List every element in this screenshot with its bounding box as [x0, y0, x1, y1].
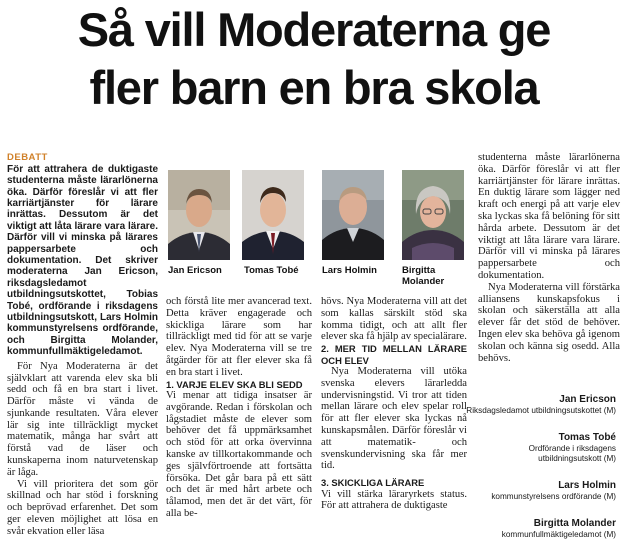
body-paragraph: Nya Moderaterna vill förstärka alliansens kunskapsfokus i skolan och säkerställa att alla elever får det stöd de behöver. Ingen elev ska behöva gå igenom skolan och känna sig osedd. Alla behövs. — [478, 281, 620, 364]
body-paragraph: och förstå lite mer avancerad text. Detta kräver engagerade och skickliga lärare som har tillräckligt med tid för att se varje elev. Nya Moderaterna vill se tre åtgärder för att fler elever ska få en bra start i livet. — [166, 296, 312, 378]
lead-paragraph: För att attrahera de duktigaste studenterna måste lärarlönerna öka. Därför föreslår vi att fler karriärtjänster för lärare inrättas. Dessutom är det viktigt att låta lärare vara lärare. Därför vill vi minska på lärares pappersarbete och dokumentation. Det skriver moderaterna Jan Ericson, riksdagsledamot utbildningsutskottet, Tobias Tobé, ordförande i riksdagens utbildningsutskott, Lars Holmin kommunstyrelsens ordförande, och Birgitta Molander, kommunfullmäktigeledamot. — [7, 163, 158, 358]
headline-line-1: Så vill Moderaterna ge — [77, 3, 551, 56]
body-paragraph: Vi menar att tidiga insatser är avgörande. Redan i förskolan och lågstadiet måste de elever som behöver det få uppmärksamhet och stöd för att orka övervinna kanske av tillkortakommande och ges självförtroende att fortsätta försöka. Det går bara på ett sätt och det är med hårt arbete och tålamod, men det är det värt, för alla be- — [166, 389, 312, 519]
signature-block — [502, 518, 616, 540]
subheading: 2. MER TID MELLAN LÄRARE OCH ELEV — [321, 343, 467, 366]
portrait-image — [242, 170, 304, 260]
body-paragraph: Vi vill prioritera det som gör skillnad och har stöd i forskning och beprövad erfarenhet. Det som ger eleven möjlighet att lösa en svår ekvation eller läsa — [7, 478, 158, 537]
photo-caption: Jan Ericson — [168, 265, 222, 276]
signature-block — [491, 480, 616, 502]
portrait-image — [322, 170, 384, 260]
section-label: DEBATT — [7, 152, 48, 163]
portrait-birgitta-molander — [402, 170, 464, 260]
column-2 — [166, 296, 312, 520]
body-paragraph: Vi vill stärka läraryrkets status. För att attrahera de duktigaste — [321, 488, 467, 512]
column-4 — [478, 152, 620, 364]
portrait-tomas-tobe — [242, 170, 304, 260]
signature-name: Jan Ericson — [559, 394, 616, 405]
photo-caption: Lars Holmin — [322, 265, 377, 276]
portrait-jan-ericson — [168, 170, 230, 260]
body-paragraph: För Nya Moderaterna är det självklart att varenda elev ska bli sedd och få en bra start i livet. Därför måste vi vända de sjunkande resultaten. Våra elever lär sig inte tillräckligt mycket matematik, många har svårt att förstå vad de läser och kunskaperna inom naturvetenskap är låga. — [7, 360, 158, 478]
subheading: 1. VARJE ELEV SKA BLI SEDD — [166, 378, 303, 390]
signature-role: Riksdagsledamot utbildningsutskottet (M) — [466, 406, 616, 415]
photo-caption: Birgitta Molander — [402, 265, 445, 287]
signature-role: kommunstyrelsens ordförande (M) — [491, 492, 616, 501]
body-paragraph: hövs. Nya Moderaterna vill att det som kallas särskilt stöd ska komma tidigt, och att allt fler elever ska få hjälp av specialärare. — [321, 296, 467, 343]
portrait-image — [402, 170, 464, 260]
signature-block — [506, 432, 616, 464]
signature-block — [466, 394, 616, 416]
portrait-lars-holmin — [322, 170, 384, 260]
headline-line-2: fler barn en bra skola — [89, 61, 539, 114]
signature-name: Lars Holmin — [558, 480, 616, 491]
signature-name: Birgitta Molander — [533, 518, 616, 529]
body-paragraph: studenterna måste lärarlönerna öka. Därför föreslår vi att fler karriärtjänster för lärare inrättas. En duktig lärare som lägger ned kraft och energi på att varje elev ska lyckas ska få belöning för sitt hårda arbete. Dessutom är det viktigt att låta lärare vara lärare. Därför vill vi minska på lärares pappersarbete och dokumentation. — [478, 152, 620, 281]
subheading: 3. SKICKLIGA LÄRARE — [321, 477, 425, 489]
column-3 — [321, 296, 467, 512]
column-1 — [7, 152, 158, 538]
body-paragraph: Nya Moderaterna vill utöka svenska elevers lärarledda undervisningstid. Vi tror att tiden mellan lärare och elev spelar roll för att fler elever ska lyckas nå kunskapsmålen. Därför föreslår vi att matematik- och svenskundervisning ska får mer tid. — [321, 366, 467, 472]
portrait-image — [168, 170, 230, 260]
signature-name: Tomas Tobé — [558, 432, 616, 443]
photo-caption: Tomas Tobé — [244, 265, 299, 276]
signature-role: kommunfullmäktigeledamot (M) — [501, 530, 616, 539]
signature-role: Ordförande i riksdagens utbildningsutskott (M) — [528, 444, 616, 463]
